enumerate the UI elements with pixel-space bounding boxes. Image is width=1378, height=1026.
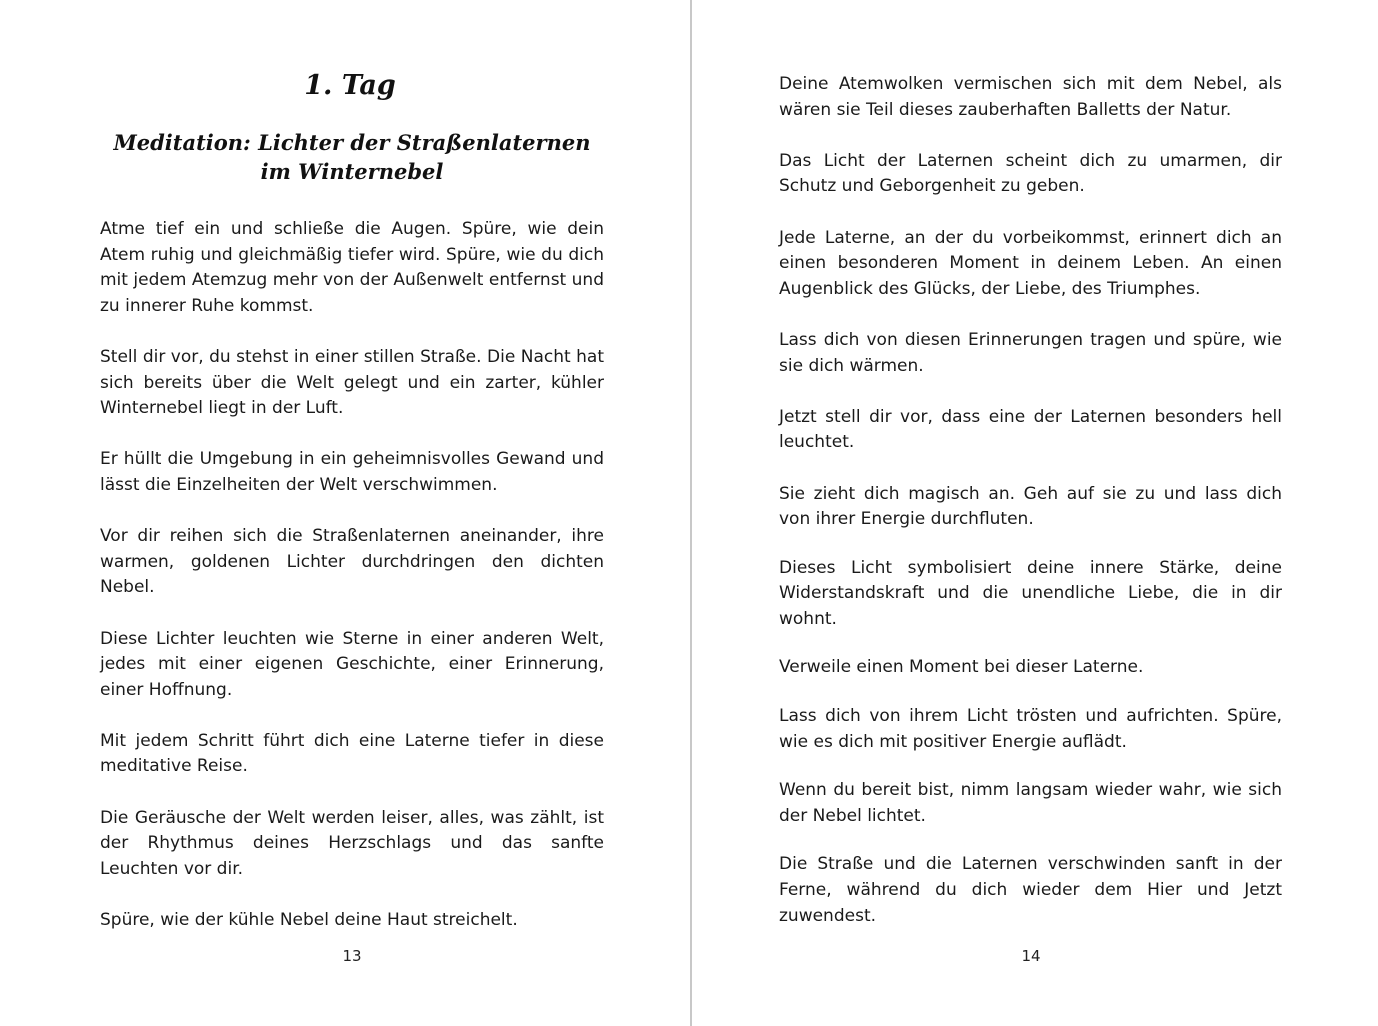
paragraph: Mit jedem Schritt führt dich eine Laterne tiefer in diese meditative Reise. bbox=[100, 730, 604, 777]
paragraph: Spüre, wie der kühle Nebel deine Haut streichelt. bbox=[100, 910, 518, 931]
chapter-title: 1. Tag bbox=[304, 70, 396, 101]
paragraph: Deine Atemwolken vermischen sich mit dem Nebel, als wären sie Teil dieses zauberhaften Balletts der Natur. bbox=[779, 74, 1282, 120]
paragraph: Wenn du bereit bist, nimm langsam wieder wahr, wie sich der Nebel lichtet. bbox=[779, 780, 1282, 826]
subtitle-line-1: Meditation: Lichter der Straßenlaternen bbox=[113, 130, 591, 155]
page-number-left: 13 bbox=[342, 947, 362, 965]
paragraph: Jetzt stell dir vor, dass eine der Laternen besonders hell leuchtet. bbox=[779, 406, 1282, 453]
paragraph: Das Licht der Laternen scheint dich zu umarmen, dir Schutz und Geborgenheit zu geben. bbox=[779, 150, 1282, 197]
paragraph: Dieses Licht symbolisiert deine innere Stärke, deine Widerstandskraft und die unendliche Liebe, die in dir wohnt. bbox=[779, 557, 1282, 629]
left-body-text bbox=[100, 217, 604, 959]
paragraph: Lass dich von ihrem Licht trösten und aufrichten. Spüre, wie es dich mit positiver Energie auflädt. bbox=[779, 706, 1282, 752]
right-page bbox=[692, 0, 1378, 1026]
paragraph: Atme tief ein und schließe die Augen. Spüre, wie dein Atem ruhig und gleichmäßig tiefer wird. Spüre, wie du dich mit jedem Atemzug mehr von der Außenwelt entfernst und zu innerer Ruhe kommst. bbox=[100, 219, 604, 316]
paragraph: Stell dir vor, du stehst in einer stillen Straße. Die Nacht hat sich bereits über die Welt gelegt und ein zarter, kühler Winternebel liegt in der Luft. bbox=[100, 346, 604, 419]
paragraph: Sie zieht dich magisch an. Geh auf sie zu und lass dich von ihrer Energie durchfluten. bbox=[779, 483, 1282, 530]
chapter-subtitle bbox=[100, 128, 604, 186]
paragraph: Jede Laterne, an der du vorbeikommst, erinnert dich an einen besonderen Moment in deinem Leben. An einen Augenblick des Glücks, der Liebe, des Triumphes. bbox=[779, 227, 1282, 299]
paragraph: Diese Lichter leuchten wie Sterne in einer anderen Welt, jedes mit einer eigenen Geschichte, einer Erinnerung, einer Hoffnung. bbox=[100, 628, 604, 700]
paragraph: Die Geräusche der Welt werden leiser, alles, was zählt, ist der Rhythmus deines Herzschlags und das sanfte Leuchten vor dir. bbox=[100, 807, 604, 879]
right-body-text bbox=[779, 72, 1282, 952]
paragraph: Verweile einen Moment bei dieser Laterne. bbox=[779, 657, 1144, 678]
subtitle-line-2: im Winternebel bbox=[260, 159, 444, 184]
paragraph: Vor dir reihen sich die Straßenlaternen aneinander, ihre warmen, goldenen Lichter durchdringen den dichten Nebel. bbox=[100, 526, 604, 598]
paragraph: Lass dich von diesen Erinnerungen tragen und spüre, wie sie dich wärmen. bbox=[779, 329, 1282, 376]
paragraph: Die Straße und die Laternen verschwinden sanft in der Ferne, während du dich wieder dem Hier und Jetzt zuwendest. bbox=[779, 854, 1282, 926]
page-number-right: 14 bbox=[1021, 947, 1041, 965]
paragraph: Er hüllt die Umgebung in ein geheimnisvolles Gewand und lässt die Einzelheiten der Welt verschwimmen. bbox=[100, 449, 604, 495]
